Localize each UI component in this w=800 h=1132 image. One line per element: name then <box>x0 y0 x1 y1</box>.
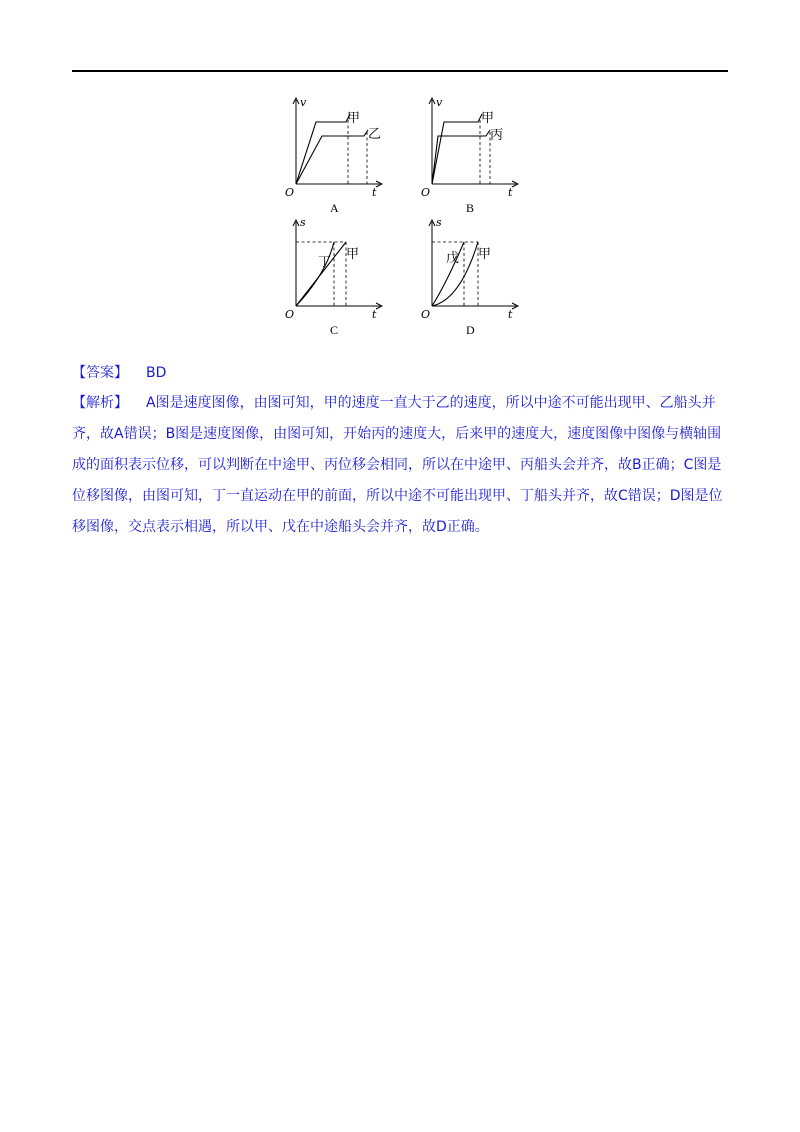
curve-label-1: 戊 <box>446 251 460 266</box>
axis-label-y: s <box>436 216 442 229</box>
answer-value: BD <box>146 365 167 381</box>
curve-label-1: 甲 <box>481 111 495 126</box>
axis-label-y: v <box>436 96 443 109</box>
figure-caption: D <box>466 323 475 337</box>
curve-label-2: 丙 <box>490 128 504 143</box>
curve-label-2: 甲 <box>346 247 360 262</box>
top-rule <box>72 70 728 72</box>
curve-label-1: 甲 <box>347 111 361 126</box>
figure-caption: A <box>330 201 339 215</box>
axis-label-x: t <box>372 186 377 199</box>
figure-d <box>416 214 526 338</box>
axis-label-x: t <box>508 186 513 199</box>
origin-label: O <box>285 308 295 321</box>
figure-caption: C <box>330 323 339 337</box>
origin-label: O <box>285 186 295 199</box>
figure-b <box>416 92 526 216</box>
analysis-paragraph <box>72 388 732 543</box>
figure-c <box>280 214 390 338</box>
figure-a <box>280 92 390 216</box>
curve-label-1: 丁 <box>318 255 332 270</box>
analysis-text: A图是速度图像，由图可知，甲的速度一直大于乙的速度，所以中途不可能出现甲、乙船头并齐，故A错误；B图是速度图像，由图可知，开始丙的速度大，后来甲的速度大，速度图像中图像与横轴围成的面积表示位移，可以判断在中途甲、丙位移会相同，所以在中途甲、丙船头会并齐，故B正确；C图是位移图像，由图可知，丁一直运动在甲的前面，所以中途不可能出现甲、丁船头并齐，故C错误；D图是位移图像，交点表示相遇，所以甲、戊在中途船头会并齐，故D正确。 <box>72 395 723 535</box>
axis-label-y: v <box>300 96 307 109</box>
origin-label: O <box>421 308 431 321</box>
figure-caption: B <box>466 201 475 215</box>
answer-line <box>72 362 166 382</box>
origin-label: O <box>421 186 431 199</box>
axis-label-y: s <box>300 216 306 229</box>
answer-label: 【答案】 <box>72 365 128 381</box>
curve-label-2: 乙 <box>368 127 382 142</box>
curve-label-2: 甲 <box>478 247 492 262</box>
axis-label-x: t <box>372 308 377 321</box>
axis-label-x: t <box>508 308 513 321</box>
analysis-label: 【解析】 <box>72 395 128 411</box>
